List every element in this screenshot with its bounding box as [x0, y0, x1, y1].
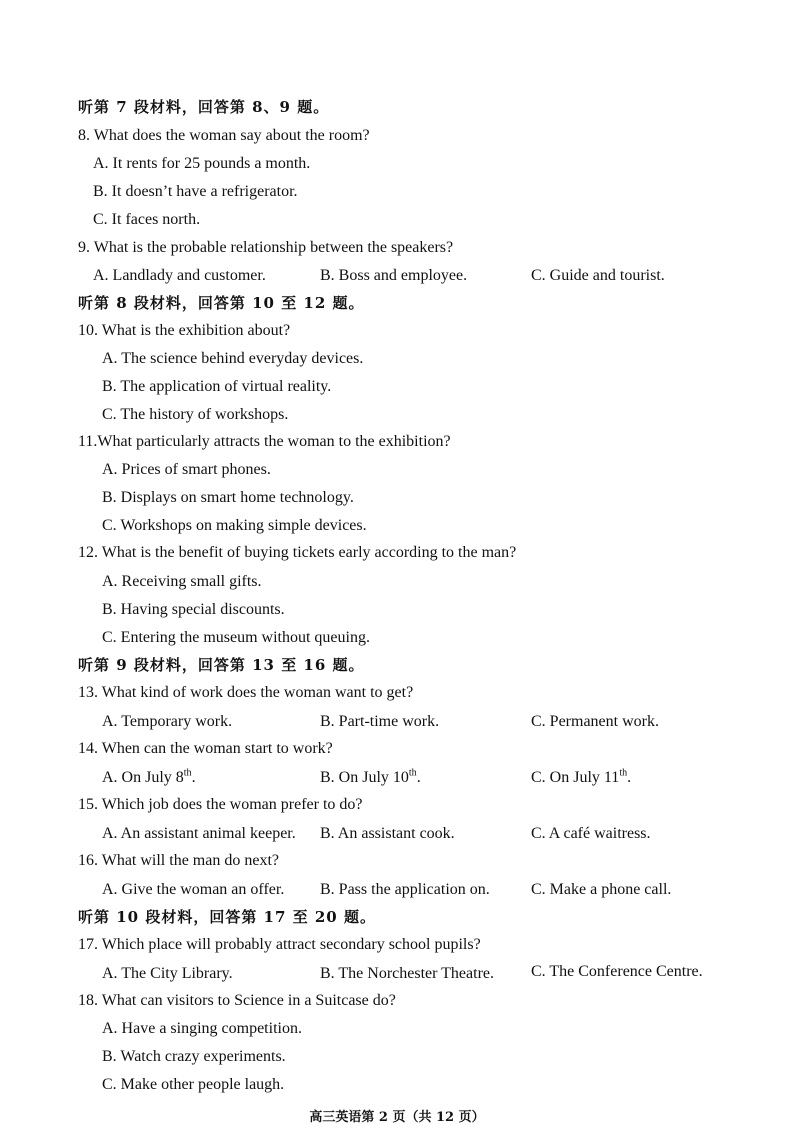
- question-12-stem: 12. What is the benefit of buying tickets early according to the man?: [78, 544, 517, 561]
- question-12-option-b: B. Having special discounts.: [102, 601, 285, 618]
- question-10-option-b: B. The application of virtual reality.: [102, 378, 332, 395]
- question-11-stem: 11.What particularly attracts the woman to the exhibition?: [78, 433, 451, 450]
- question-9-option-b: B. Boss and employee.: [320, 267, 468, 284]
- question-15-stem: 15. Which job does the woman prefer to do?: [78, 796, 363, 813]
- question-13-stem: 13. What kind of work does the woman want to get?: [78, 684, 414, 701]
- question-16-option-a: A. Give the woman an offer.: [102, 881, 285, 898]
- question-8-option-c: C. It faces north.: [93, 211, 201, 228]
- question-14-stem: 14. When can the woman start to work?: [78, 740, 333, 757]
- question-18-option-c: C. Make other people laugh.: [102, 1076, 285, 1093]
- question-17-option-c: C. The Conference Centre.: [531, 963, 703, 980]
- question-18-option-a: A. Have a singing competition.: [102, 1020, 302, 1037]
- question-12-option-a: A. Receiving small gifts.: [102, 573, 262, 590]
- section-heading-7: 听第 7 段材料，回答第 8、9 题。: [78, 98, 330, 116]
- question-14-option-a: [102, 768, 196, 788]
- question-14-option-b: [320, 768, 421, 788]
- option-text: A. On July 8: [102, 769, 184, 786]
- question-12-option-c: C. Entering the museum without queuing.: [102, 629, 370, 646]
- option-text: B. On July 10: [320, 769, 409, 786]
- question-17-stem: 17. Which place will probably attract secondary school pupils?: [78, 936, 481, 953]
- option-period: .: [416, 769, 421, 786]
- question-18-stem: 18. What can visitors to Science in a Suitcase do?: [78, 992, 396, 1009]
- question-8-stem: 8. What does the woman say about the room?: [78, 127, 370, 144]
- question-15-option-b: B. An assistant cook.: [320, 825, 455, 842]
- question-14-option-c: [531, 768, 631, 788]
- question-8-option-b: B. It doesn’t have a refrigerator.: [93, 183, 298, 200]
- question-15-option-a: A. An assistant animal keeper.: [102, 825, 296, 842]
- page-footer: 高三英语第 2 页（共 12 页）: [309, 1110, 485, 1125]
- question-10-stem: 10. What is the exhibition about?: [78, 322, 291, 339]
- section-heading-9: 听第 9 段材料，回答第 13 至 16 题。: [78, 656, 365, 674]
- question-18-option-b: B. Watch crazy experiments.: [102, 1048, 286, 1065]
- question-13-option-b: B. Part-time work.: [320, 713, 440, 730]
- option-period: .: [627, 769, 632, 786]
- question-16-option-b: B. Pass the application on.: [320, 881, 490, 898]
- section-heading-8: 听第 8 段材料，回答第 10 至 12 题。: [78, 294, 365, 312]
- ordinal-suffix: th: [619, 767, 628, 779]
- question-16-stem: 16. What will the man do next?: [78, 852, 279, 869]
- question-8-option-a: A. It rents for 25 pounds a month.: [93, 155, 311, 172]
- question-11-option-c: C. Workshops on making simple devices.: [102, 517, 367, 534]
- question-13-option-a: A. Temporary work.: [102, 713, 233, 730]
- question-13-option-c: C. Permanent work.: [531, 713, 659, 730]
- option-text: C. On July 11: [531, 769, 620, 786]
- question-9-option-c: C. Guide and tourist.: [531, 267, 665, 284]
- ordinal-suffix: th: [408, 767, 417, 779]
- question-10-option-c: C. The history of workshops.: [102, 406, 289, 423]
- question-9-option-a: A. Landlady and customer.: [93, 267, 266, 284]
- question-17-option-b: B. The Norchester Theatre.: [320, 965, 495, 982]
- question-11-option-a: A. Prices of smart phones.: [102, 461, 271, 478]
- question-11-option-b: B. Displays on smart home technology.: [102, 489, 354, 506]
- question-10-option-a: A. The science behind everyday devices.: [102, 350, 364, 367]
- ordinal-suffix: th: [183, 767, 192, 779]
- question-16-option-c: C. Make a phone call.: [531, 881, 672, 898]
- question-9-stem: 9. What is the probable relationship between the speakers?: [78, 239, 454, 256]
- question-15-option-c: C. A café waitress.: [531, 825, 651, 842]
- question-17-option-a: A. The City Library.: [102, 965, 233, 982]
- section-heading-10: 听第 10 段材料，回答第 17 至 20 题。: [78, 908, 376, 926]
- option-period: .: [191, 769, 196, 786]
